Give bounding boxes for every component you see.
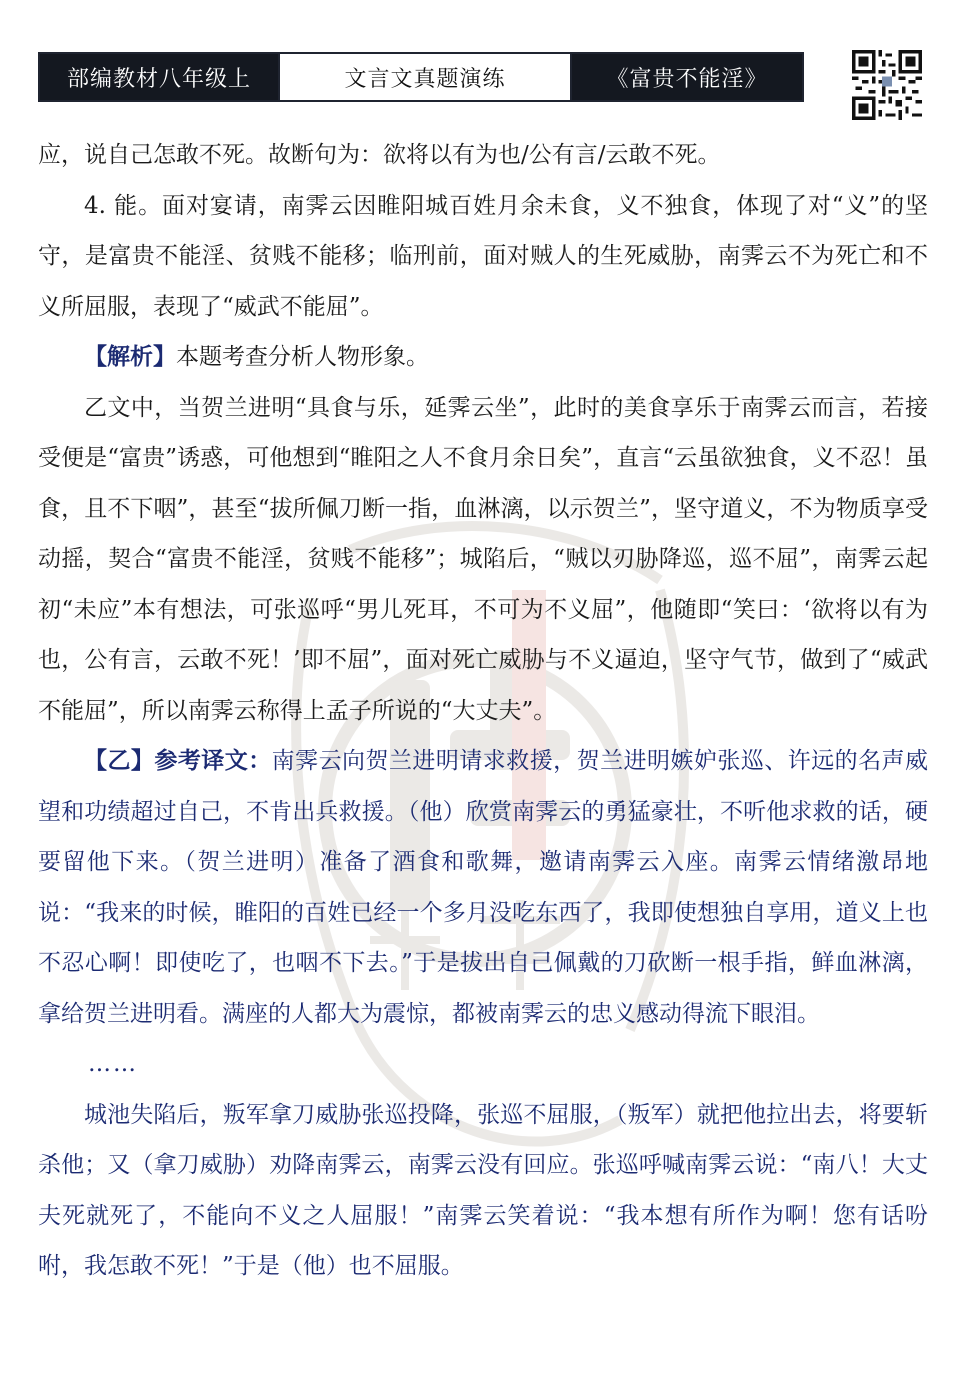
answer-4: 4. 能。面对宴请，南霁云因睢阳城百姓月余未食，义不独食，体现了对“义”的坚守，是富贵不能淫、贫贱不能移；临刑前，面对贼人的生死威胁，南霁云不为死亡和不义所屈服，表现了“威武不能屈”。 xyxy=(38,192,928,320)
document-body xyxy=(38,130,928,1292)
translation-paragraph xyxy=(38,736,928,1039)
translation-text: 南霁云向贺兰进明请求救援，贺兰进明嫉妒张巡、许远的名声威望和功绩超过自己，不肯出兵救援。（他）欣赏南霁云的勇猛豪壮，不听他求救的话，硬要留他下来。（贺兰进明）准备了酒食和歌舞，邀请南霁云入座。南霁云情绪激昂地说：“我来的时候，睢阳的百姓已经一个多月没吃东西了，我即使想独自享用，道义上也不忍心啊！即使吃了，也咽不下去。”于是拔出自己佩戴的刀砍断一根手指，鲜血淋漓，拿给贺兰进明看。满座的人都大为震惊，都被南霁云的忠义感动得流下眼泪。 xyxy=(38,748,929,1027)
header-grade-label: 部编教材八年级上 xyxy=(40,54,278,100)
header-section-title: 文言文真题演练 xyxy=(278,54,572,100)
qr-code-icon xyxy=(852,50,922,120)
header-lesson-title: 《富贵不能淫》 xyxy=(572,54,802,100)
answer-continuation: 应，说自己怎敢不死。故断句为：欲将以有为也/公有言/云敢不死。 xyxy=(38,142,721,168)
analysis-intro: 本题考查分析人物形象。 xyxy=(176,344,429,370)
ellipsis: …… xyxy=(88,1051,138,1077)
header-bar xyxy=(38,52,804,102)
translation-continued: 城池失陷后，叛军拿刀威胁张巡投降，张巡不屈服，（叛军）就把他拉出去，将要斩杀他；又（拿刀威胁）劝降南霁云，南霁云没有回应。张巡呼喊南霁云说：“南八！大丈夫死就死了，不能向不义之人屈服！”南霁云笑着说：“我本想有所作为啊！您有话吩咐，我怎敢不死！”于是（他）也不屈服。 xyxy=(38,1101,928,1279)
translation-tag: 【乙】参考译文： xyxy=(84,747,272,774)
analysis-body: 乙文中，当贺兰进明“具食与乐，延霁云坐”，此时的美食享乐于南霁云而言，若接受便是“富贵”诱惑，可他想到“睢阳之人不食月余日矣”，直言“云虽欲独食，义不忍！虽食，且不下咽”，甚至“拔所佩刀断一指，血淋漓，以示贺兰”，坚守道义，不为物质享受动摇，契合“富贵不能淫，贫贱不能移”；城陷后，“贼以刃胁降巡，巡不屈”，南霁云起初“未应”本有想法，可张巡呼“男儿死耳，不可为不义屈”，他随即“笑曰：‘欲将以有为也，公有言，云敢不死！’即不屈”，面对死亡威胁与不义逼迫，坚守气节，做到了“威武不能屈”，所以南霁云称得上孟子所说的“大丈夫”。 xyxy=(38,394,928,724)
analysis-tag: 【解析】 xyxy=(84,343,176,370)
analysis-heading-paragraph xyxy=(38,332,928,383)
